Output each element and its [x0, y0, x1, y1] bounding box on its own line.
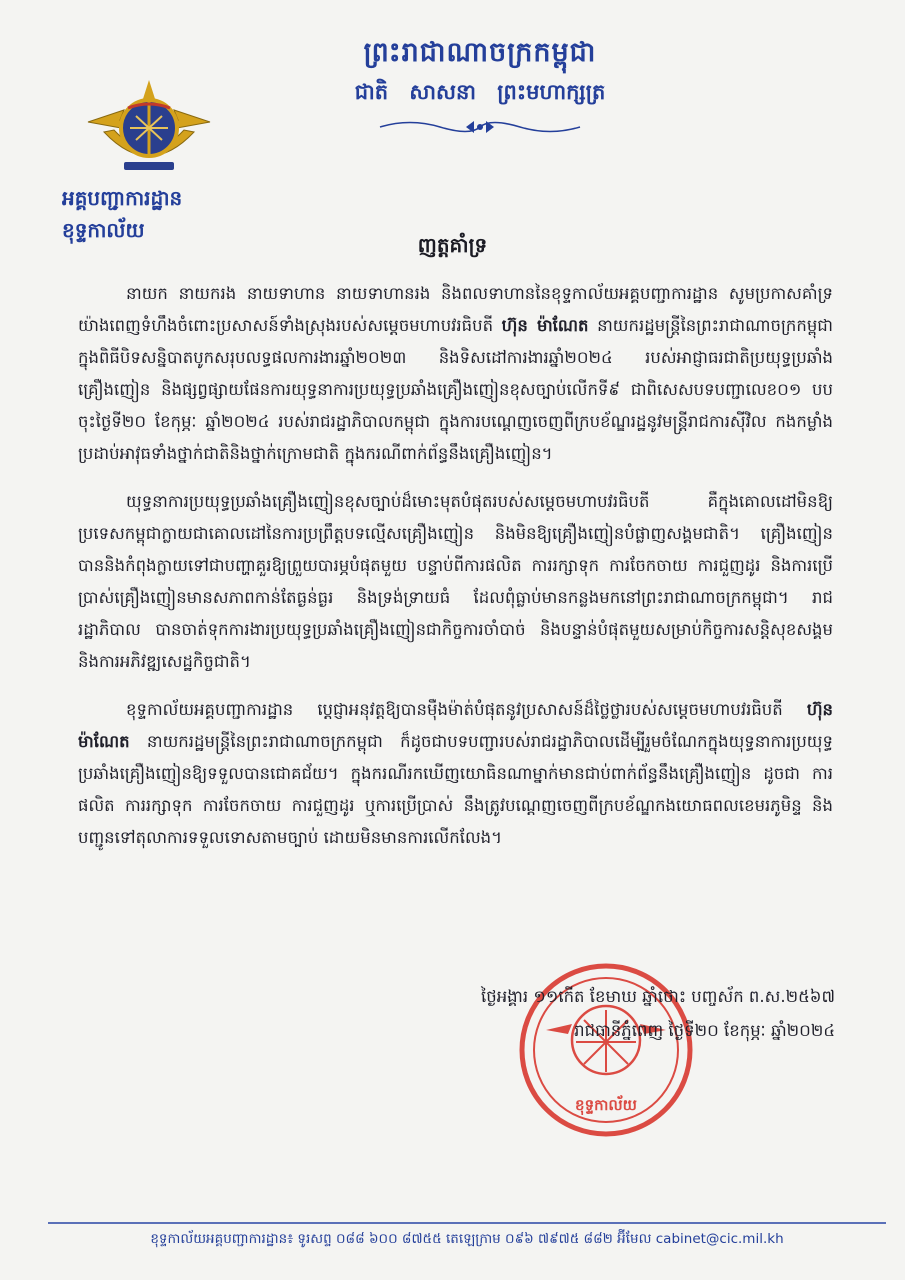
org-line-2: ខុទ្ទកាល័យ [62, 218, 145, 242]
footer-contact: ខុទ្ទកាល័យអគ្គបញ្ជាការដ្ឋាន៖ ទូរសព្ទ ០៨៨ ៦០០ ៨៧៥៥ តេឡេក្រាម ០៩៦ ៧៩៧៥ ៨៨២ អ៊ីមែល cabinet@cic.mil.kh [150, 1231, 784, 1247]
national-motto: ជាតិ សាសនា ព្រះមហាក្សត្រ [354, 79, 606, 104]
document-title: ញត្តគាំទ្រ [417, 233, 488, 257]
svg-text:ខុទ្ទកាល័យ: ខុទ្ទកាល័យ [575, 1096, 637, 1114]
lunar-date: ថ្ងៃអង្គារ ១១កើត ខែមាឃ ឆ្នាំថោះ បញ្ចស័ក ព.ស.២៥៦៧ [481, 987, 835, 1006]
org-line-1: អគ្គបញ្ជាការដ្ឋាន [62, 186, 183, 210]
leader-name: ហ៊ុន ម៉ាណែត [501, 316, 589, 335]
paragraph-text: នាយក នាយករង នាយទាហាន នាយទាហានរង និងពលទាហាននៃខុទ្ទកាល័យអគ្គបញ្ជាការដ្ឋាន សូមប្រកាសគាំទ្រយ៉ាងពេញទំហឹងចំពោះប្រសាសន៍ទាំងស្រុងរបស់សម្តេចមហាបវរធិបតី [78, 284, 833, 335]
paragraph-text: នាយករដ្ឋមន្ត្រីនៃព្រះរាជាណាចក្រកម្ពុជា ក៏ដូចជាបទបញ្ជារបស់រាជរដ្ឋាភិបាលដើម្បីរួមចំណែកក្នុងយុទ្ធនាការប្រយុទ្ធប្រឆាំងគ្រឿងញៀនឱ្យទទួលបានជោគជ័យ។ ក្នុងករណីរកឃើញយោធិនណាម្នាក់មានជាប់ពាក់ព័ន្ធនឹងគ្រឿងញៀន ដូចជា ការផលិត ការរក្សាទុក ការចែកចាយ ការជួញដូរ ឬការប្រើប្រាស់ នឹងត្រូវបណ្តេញចេញពីក្របខ័ណ្ឌកងយោធពលខេមរភូមិន្ទ និងបញ្ជូនទៅតុលាការទទួលទោសតាមច្បាប់ ដោយមិនមានការលើកលែង។ [78, 732, 833, 847]
paragraph-text: នាយករដ្ឋមន្ត្រីនៃព្រះរាជាណាចក្រកម្ពុជា ក្នុងពិធីបិទសន្និបាតបូកសរុបលទ្ធផលការងារឆ្នាំ២០២៣ និងទិសដៅការងារឆ្នាំ២០២៤ របស់អាជ្ញាធរជាតិប្រយុទ្ធប្រឆាំងគ្រឿងញៀន និងផ្សព្វផ្សាយផែនការយុទ្ធនាការប្រយុទ្ធប្រឆាំងគ្រឿងញៀនខុសច្បាប់លើកទី៩ ជាពិសេសបទបញ្ជាលេខ០១ បប ចុះថ្ងៃទី២០ ខែកុម្ភៈ ឆ្នាំ២០២៤ របស់រាជរដ្ឋាភិបាលកម្ពុជា ក្នុងការបណ្តេញចេញពីក្របខ័ណ្ឌរដ្ឋនូវមន្ត្រីរាជការស៊ីវិល កងកម្លាំងប្រដាប់អាវុធទាំងថ្នាក់ជាតិនិងថ្នាក់ក្រោមជាតិ ក្នុងករណីពាក់ព័ន្ធនឹងគ្រឿងញៀន។ [78, 316, 833, 463]
paragraph-3 [78, 694, 833, 854]
leader-name: ហ៊ុន ម៉ាណែត [78, 700, 833, 751]
date-block [400, 980, 835, 1048]
solar-date: រាជធានីភ្នំពេញ ថ្ងៃទី២០ ខែកុម្ភៈ ឆ្នាំ២០២៤ [574, 1021, 835, 1040]
kingdom-header [300, 36, 660, 138]
paragraph-text: ខុទ្ទកាល័យអគ្គបញ្ជាការដ្ឋាន ប្តេជ្ញាអនុវត្តឱ្យបានម៉ឺងម៉ាត់បំផុតនូវប្រសាសន៍ដ៏ថ្លៃថ្លារបស់សម្តេចមហាបវរធិបតី [126, 700, 807, 719]
military-emblem-icon [84, 70, 214, 180]
paragraph-2 [78, 486, 833, 678]
paragraph-text: យុទ្ធនាការប្រយុទ្ធប្រឆាំងគ្រឿងញៀនខុសច្បាប់ដ៏មោះមុតបំផុតរបស់សម្តេចមហាបវរធិបតី គឺក្នុងគោលដៅមិនឱ្យប្រទេសកម្ពុជាក្លាយជាគោលដៅនៃការប្រព្រឹត្តបទល្មើសគ្រឿងញៀន និងមិនឱ្យគ្រឿងញៀនបំផ្លាញសង្គមជាតិ។ គ្រឿងញៀន បាននិងកំពុងក្លាយទៅជាបញ្ហាគួរឱ្យព្រួយបារម្ភបំផុតមួយ បន្ទាប់ពីការផលិត ការរក្សាទុក ការចែកចាយ ការជួញដូរ និងការប្រើប្រាស់គ្រឿងញៀនមានសភាពកាន់តែធ្ងន់ធ្ងរ និងទ្រង់ទ្រាយធំ ដែលពុំធ្លាប់មានកន្លងមកនៅព្រះរាជាណាចក្រកម្ពុជា។ រាជរដ្ឋាភិបាល បានចាត់ទុកការងារប្រយុទ្ធប្រឆាំងគ្រឿងញៀនជាកិច្ចការចាំបាច់ និងបន្ទាន់បំផុតមួយសម្រាប់កិច្ចការសន្តិសុខសង្គម និងការអភិវឌ្ឍសេដ្ឋកិច្ចជាតិ។ [78, 492, 833, 671]
paragraph-1 [78, 278, 833, 470]
ornament-divider-icon [370, 116, 590, 138]
footer-divider [48, 1222, 886, 1224]
document-body [78, 278, 833, 870]
kingdom-title: ព្រះរាជាណាចក្រកម្ពុជា [363, 37, 597, 68]
